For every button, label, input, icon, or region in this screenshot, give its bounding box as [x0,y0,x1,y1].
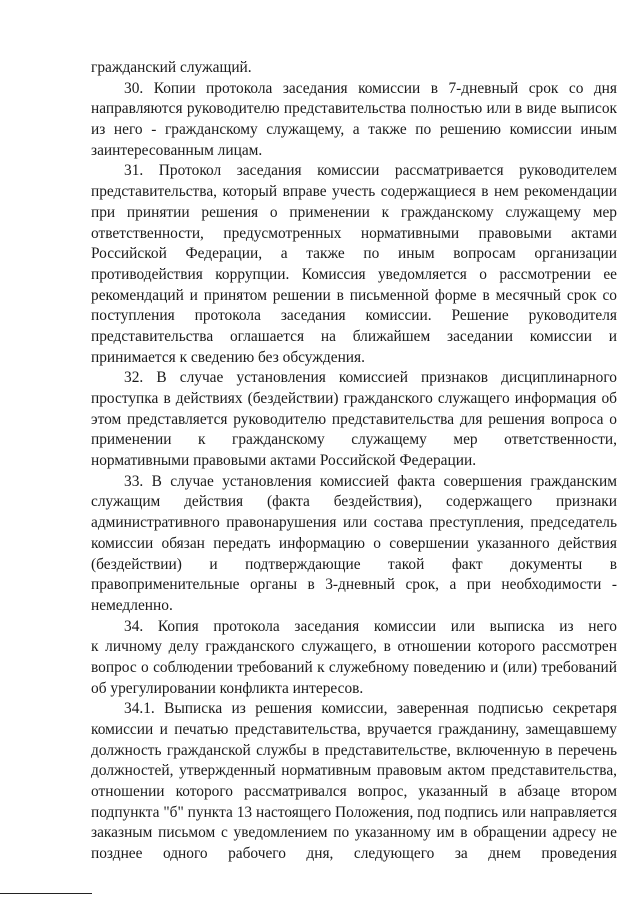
paragraph-34-1-line: отношении которого рассматривался вопрос, указанный в абзаце втором [91,783,617,801]
paragraph-32-line: нормативными правовыми актами Российской Федерации. [91,452,477,470]
paragraph-31-line: поступления протокола заседания комиссии. Решение руководителя [91,307,617,325]
paragraph-31-line: 31. Протокол заседания комиссии рассматривается руководителем [124,162,617,180]
paragraph-34-line: об урегулировании конфликта интересов. [91,679,364,697]
paragraph-31-line: противодействия коррупции. Комиссия уведомляется о рассмотрении ее [91,265,617,283]
paragraph-30-line: направляются руководителю представительства полностью или в виде выписок [91,100,617,118]
paragraph-30-line: 30. Копии протокола заседания комиссии в 7-дневный срок со дня [124,79,617,97]
paragraph-31-line: при принятии решения о применении к гражданскому служащему мер [91,203,617,221]
paragraph-31-line: представительства оглашается на ближайшем заседании комиссии и [91,327,617,345]
paragraph-34-1-line: 34.1. Выписка из решения комиссии, заверенная подписью секретаря [124,700,617,718]
paragraph-34-1-line: заказным письмом с уведомлением по указанному им в обращении адресу не [91,824,617,842]
paragraph-31-line: принимается к сведению без обсуждения. [91,348,365,366]
paragraph-33-line: комиссии обязан передать информацию о совершении указанного действия [91,534,617,552]
paragraph-33-line: служащим действия (факта бездействия), содержащего признаки [91,493,617,511]
paragraph-32-line: этом представляется руководителю представительства для решения вопроса о [91,410,617,428]
footnote-separator [0,893,92,894]
paragraph-33-line: (бездействии) и подтверждающие такой факт документы в [91,555,617,573]
paragraph-32-line: проступка в действиях (бездействии) гражданского служащего информация об [91,390,617,407]
paragraph-31-line: Российской Федерации, а также по иным вопросам организации [91,245,617,263]
paragraph-30-line: из него - гражданскому служащему, а также по решению комиссии иным [91,121,617,139]
paragraph-34-1-line: подпункта "б" пункта 13 настоящего Положения, под подпись или направляется [91,803,617,821]
paragraph-31-line: представительства, который вправе учесть содержащиеся в нем рекомендации [91,183,617,201]
paragraph-33-line: 33. В случае установления комиссией факта совершения гражданским [124,472,617,490]
paragraph-34-1-line: должность гражданской службы в представительстве, включенную в перечень [91,741,617,759]
paragraph-34-line: к личному делу гражданского служащего, в отношении которого рассмотрен [91,638,617,656]
paragraph-34-1-line: комиссии и печатью представительства, вручается гражданину, замещавшему [91,721,617,738]
paragraph-33-line: правоприменительные органы в 3-дневный срок, а при необходимости - [91,576,617,594]
paragraph-31-line: рекомендаций и принятом решении в письменной форме в месячный срок со [91,286,617,304]
paragraph-line: гражданский служащий. [91,59,252,76]
paragraph-33-line: административного правонарушения или состава преступления, председатель [91,514,617,532]
paragraph-34-1-line: позднее одного рабочего дня, следующего за днем проведения [91,845,617,863]
paragraph-31-line: ответственности, предусмотренных нормативными правовыми актами [91,224,617,242]
paragraph-32-line: 32. В случае установления комиссией признаков дисциплинарного [124,369,617,387]
paragraph-34-line: 34. Копия протокола заседания комиссии или выписка из него [124,617,617,635]
paragraph-34-line: вопрос о соблюдении требований к служебному поведению и (или) требований [91,658,617,676]
paragraph-32-line: применении к гражданскому служащему мер ответственности, [91,431,617,449]
paragraph-33-line: немедленно. [91,596,173,614]
document-body [91,58,617,865]
paragraph-34-1-line: должностей, утвержденный нормативным правовым актом представительства, [91,762,617,780]
paragraph-30-line: заинтересованным лицам. [91,141,263,159]
